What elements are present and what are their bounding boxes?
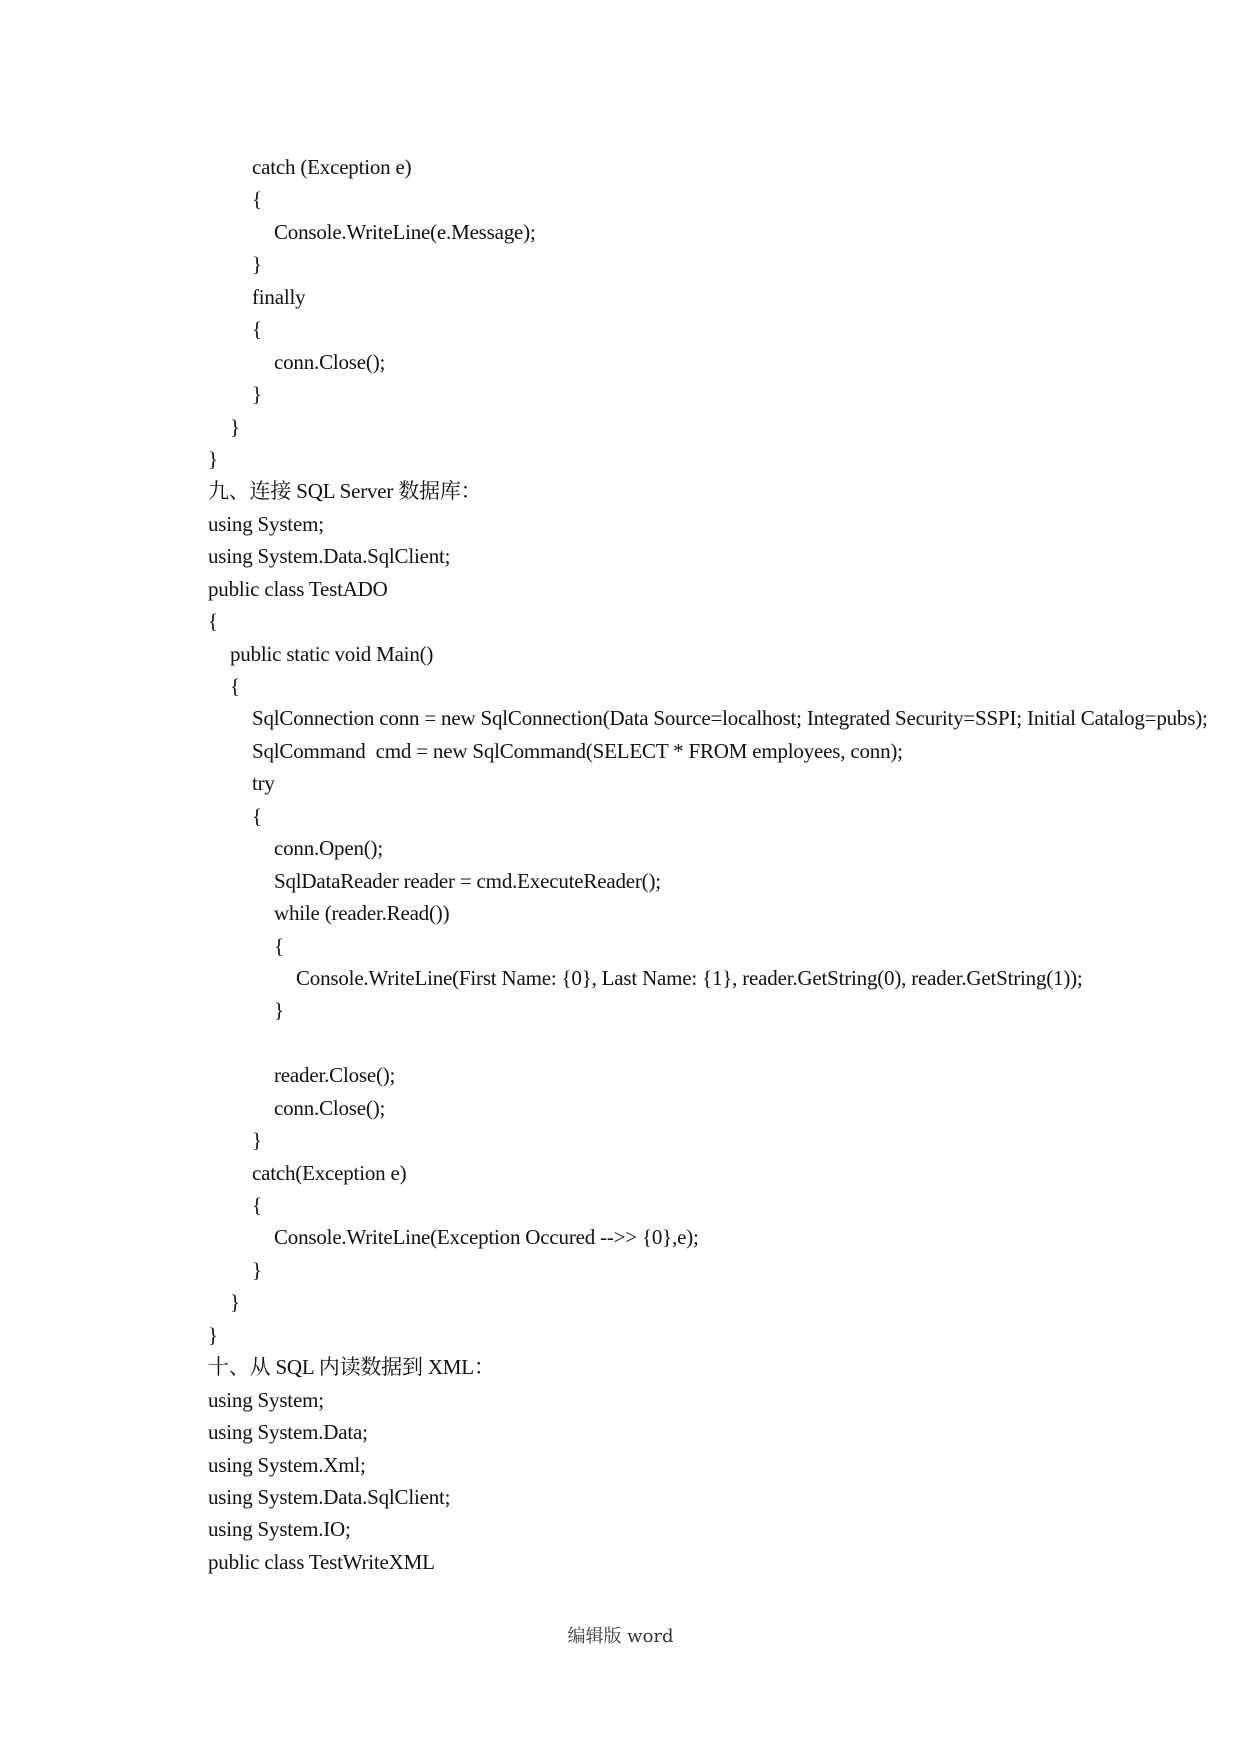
code-line: using System.Data.SqlClient; xyxy=(208,544,451,569)
code-line: public class TestWriteXML xyxy=(208,1549,435,1574)
code-line: using System.Data.SqlClient; xyxy=(208,1484,451,1509)
code-line: } xyxy=(230,414,240,439)
code-line: conn.Open(); xyxy=(274,836,383,861)
page-footer: 编辑版 word xyxy=(567,1626,674,1647)
section-heading-connect-sql-server: 九、连接 SQL Server 数据库： xyxy=(208,479,482,504)
code-line: public class TestADO xyxy=(208,576,388,601)
section-heading-sql-to-xml: 十、从 SQL 内读数据到 XML： xyxy=(208,1355,495,1380)
code-line: } xyxy=(252,382,262,407)
code-line: using System.Xml; xyxy=(208,1452,366,1477)
code-line: catch(Exception e) xyxy=(252,1160,407,1185)
code-line: SqlConnection conn = new SqlConnection(Data Source=localhost; Integrated Security=SSPI; Initial Catalog=pubs); xyxy=(252,706,1208,731)
code-line: Console.WriteLine(e.Message); xyxy=(274,219,536,244)
code-line: SqlCommand cmd = new SqlCommand(SELECT * FROM employees, conn); xyxy=(252,738,903,763)
code-line: } xyxy=(252,252,262,277)
code-line: { xyxy=(208,609,218,634)
code-line: using System; xyxy=(208,511,324,536)
code-line: } xyxy=(274,998,284,1023)
code-line: catch (Exception e) xyxy=(252,155,412,179)
code-line: } xyxy=(252,1257,262,1282)
code-line: conn.Close(); xyxy=(274,1095,386,1120)
code-line: } xyxy=(208,446,218,471)
code-line: } xyxy=(208,1322,218,1347)
code-line: { xyxy=(252,187,262,212)
code-line: } xyxy=(230,1290,240,1315)
code-line: Console.WriteLine(First Name: {0}, Last Name: {1}, reader.GetString(0), reader.GetString(1)); xyxy=(296,965,1083,990)
code-line: try xyxy=(252,771,275,796)
code-line: while (reader.Read()) xyxy=(274,901,450,926)
code-line: public static void Main() xyxy=(230,641,434,666)
code-line: using System.Data; xyxy=(208,1420,368,1445)
code-line: { xyxy=(274,933,284,958)
code-line: { xyxy=(252,803,262,828)
blank-line xyxy=(208,1027,1241,1059)
code-line: SqlDataReader reader = cmd.ExecuteReader(); xyxy=(274,868,661,893)
code-line: } xyxy=(252,1128,262,1153)
code-line: using System; xyxy=(208,1387,324,1412)
code-line: using System.IO; xyxy=(208,1517,351,1542)
code-line: { xyxy=(252,317,262,342)
code-line: finally xyxy=(252,284,306,309)
code-line: { xyxy=(252,1193,262,1217)
code-line: { xyxy=(230,674,240,698)
code-line: reader.Close(); xyxy=(274,1063,396,1088)
code-listing xyxy=(208,151,1241,1578)
code-line: Console.WriteLine(Exception Occured -->> {0},e); xyxy=(274,1225,699,1250)
code-line: conn.Close(); xyxy=(274,349,386,374)
